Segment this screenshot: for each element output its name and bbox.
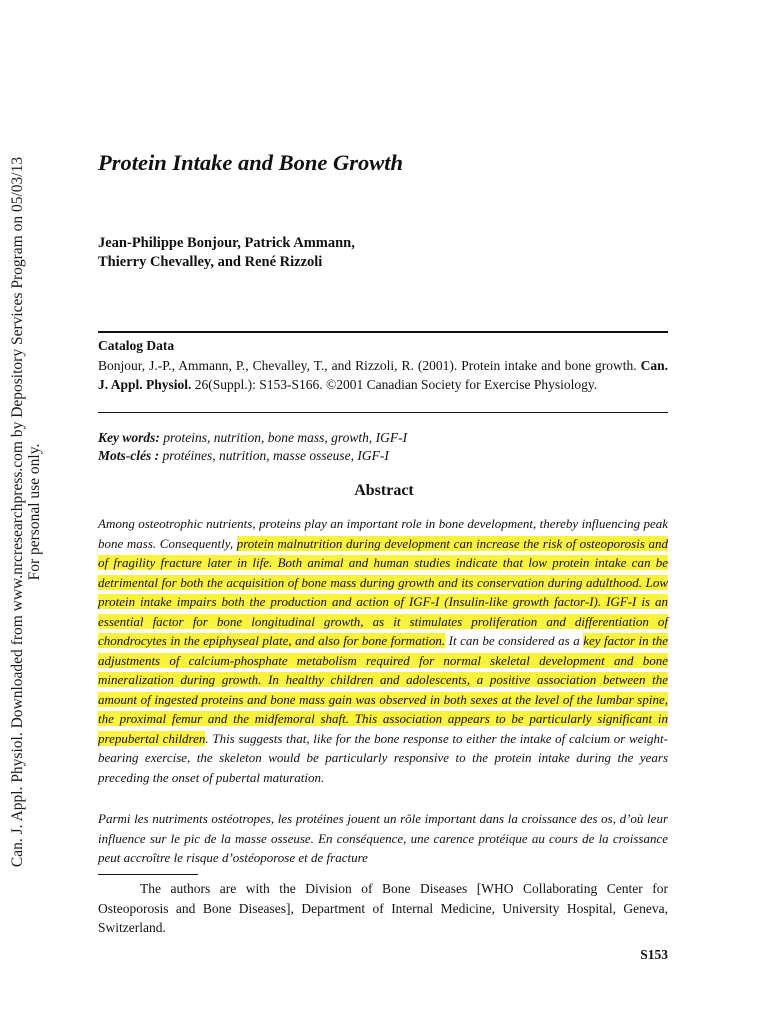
keywords-fr-terms: protéines, nutrition, masse osseuse, IGF-I <box>162 448 389 463</box>
catalog-bottom-rule <box>98 412 668 413</box>
keywords-en-label: Key words: <box>98 430 160 445</box>
abstract-heading: Abstract <box>354 482 414 499</box>
watermark-line-2: For personal use only. <box>26 443 43 581</box>
highlighted-text-2: key factor in the adjustments of calcium-phosphate metabolism required for normal skeletal development and bone mineralization during growth. In healthy children and adolescents, a positive association between the amount of ingested proteins and bone mass gain was observed in both sexes at the level of the lumbar spine, the proximal femur and the midfemoral shaft. This association appears to be particularly significant in prepubertal children <box>98 633 669 746</box>
authors-line-1: Jean-Philippe Bonjour, Patrick Ammann, <box>98 235 355 251</box>
download-watermark <box>0 0 52 1024</box>
abstract-english <box>98 514 668 787</box>
keywords-en-terms: proteins, nutrition, bone mass, growth, IGF-I <box>163 430 408 445</box>
footnote-rule <box>98 874 198 875</box>
watermark-line-1: Can. J. Appl. Physiol. Downloaded from www.nrcresearchpress.com by Depository Services Program on 05/03/13 <box>9 156 26 868</box>
article-title: Protein Intake and Bone Growth <box>98 150 404 175</box>
abstract-french: Parmi les nutriments ostéotropes, les protéines jouent un rôle important dans la croissance des os, d’où leur influence sur le pic de la masse osseuse. En conséquence, une carence protéique au cours de la croissance peut accroître le risque d’ostéoporose et de fracture <box>98 811 668 865</box>
citation-details: 26(Suppl.): S153-S166. ©2001 Canadian Society for Exercise Physiology. <box>194 377 598 392</box>
keywords-block <box>98 429 668 465</box>
catalog-citation <box>98 356 668 394</box>
keywords-fr <box>98 447 668 465</box>
authors-line-2: Thierry Chevalley, and René Rizzoli <box>98 254 323 270</box>
catalog-top-rule <box>98 331 668 333</box>
abstract-text-3: . This suggests that, like for the bone response to either the intake of calcium or weight-bearing exercise, the skeleton would be particularly responsive to the protein intake during the years preceding the onset of pubertal maturation. <box>98 730 668 785</box>
keywords-en <box>98 429 668 447</box>
abstract-text-1: Among osteotrophic nutrients, proteins play an important role in bone development, thereby influencing peak bone mass. Consequently, <box>98 516 668 551</box>
author-affiliation-footnote: The authors are with the Division of Bone Diseases [WHO Collaborating Center for Osteoporosis and Bone Diseases], Department of Internal Medicine, University Hospital, Geneva, Switzerland. <box>98 881 668 935</box>
citation-authors: Bonjour, J.-P., Ammann, P., Chevalley, T., and Rizzoli, R. (2001). Protein intake and bone growth. <box>98 358 637 373</box>
abstract-text-2: It can be considered as a <box>448 633 580 648</box>
author-list <box>98 234 355 272</box>
highlighted-text-1: protein malnutrition during development can increase the risk of osteoporosis and of fragility fracture later in life. Both animal and human studies indicate that low protein intake can be detrimental for both the acquisition of bone mass during growth and its conservation during adulthood. Low protein intake impairs both the production and action of IGF-I (Insulin-like growth factor-I). IGF-I is an essential factor for bone longitudinal growth, as it stimulates proliferation and differentiation of chondrocytes in the epiphyseal plate, and also for bone formation. <box>98 535 669 648</box>
catalog-heading: Catalog Data <box>98 338 175 353</box>
page-number: S153 <box>640 947 668 962</box>
citation-journal: Can. J. Appl. Physiol. <box>98 358 669 392</box>
keywords-fr-label: Mots-clés : <box>98 448 160 463</box>
